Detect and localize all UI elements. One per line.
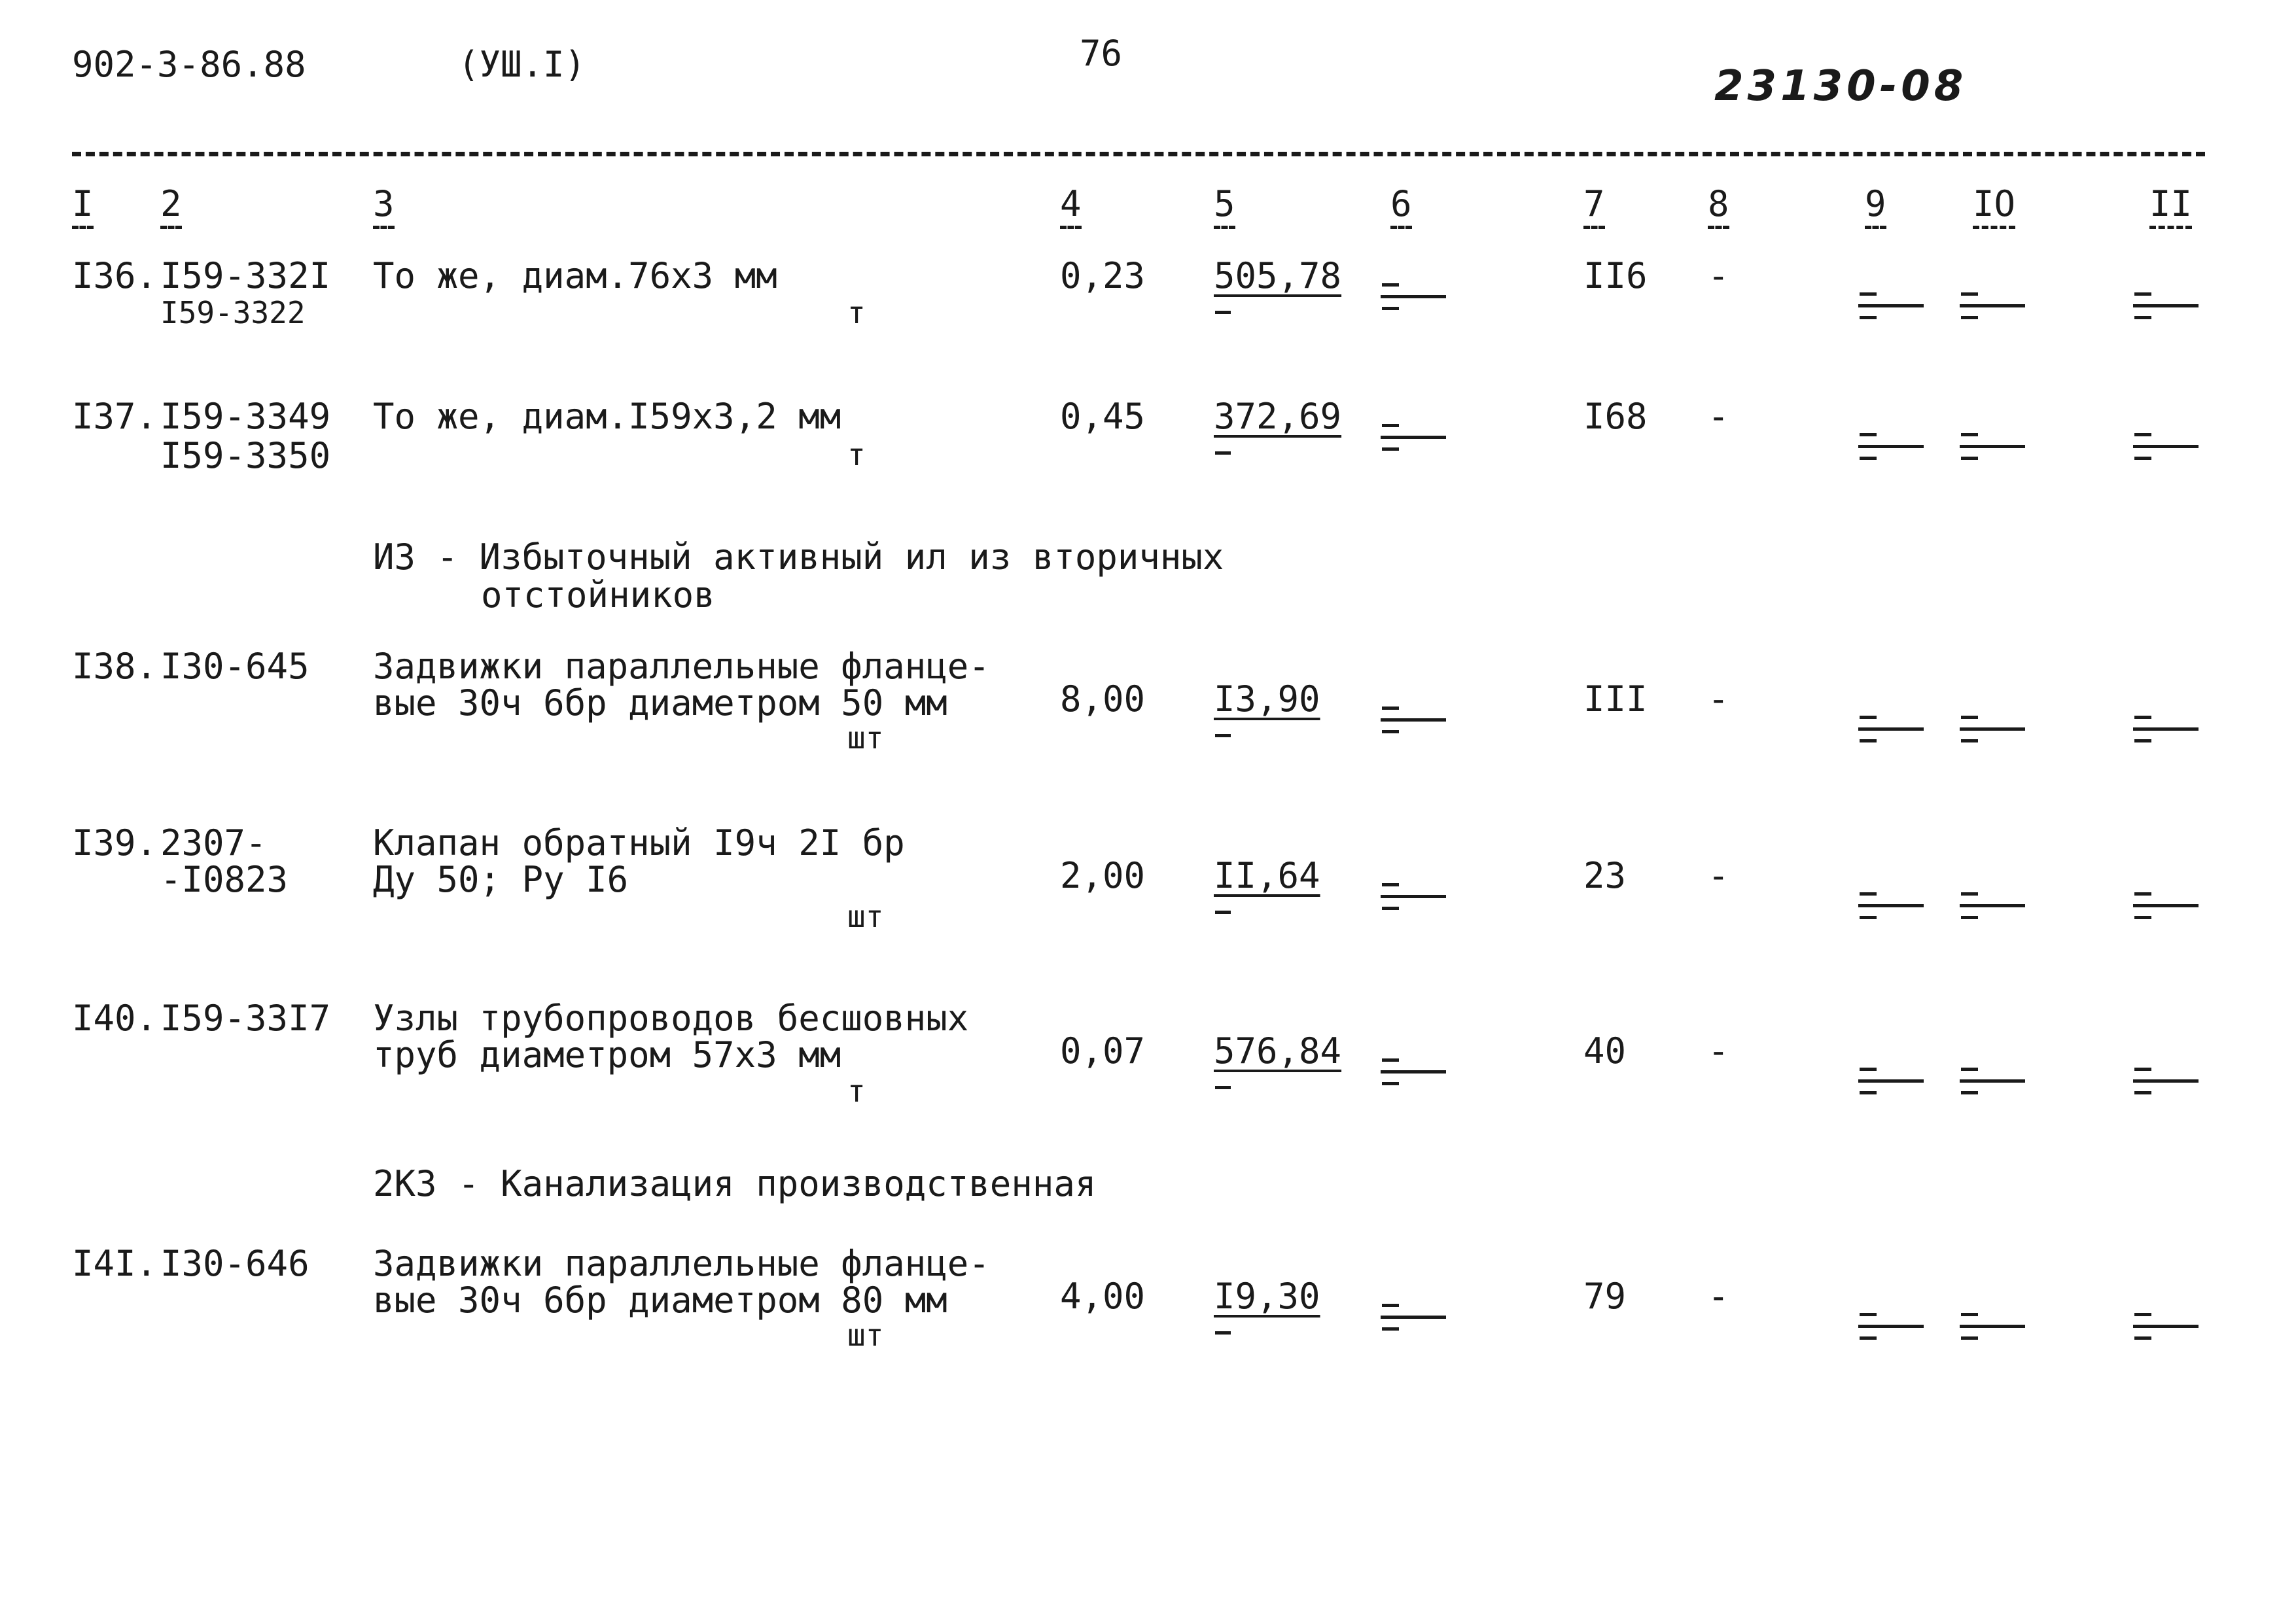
row-col7: 79 — [1583, 1276, 1627, 1317]
column-header: 4 — [1060, 186, 1082, 229]
row-price: 576,84 — [1214, 1030, 1342, 1072]
row-unit: шт — [847, 899, 884, 934]
header-rule — [72, 152, 2205, 156]
column-header: 5 — [1214, 186, 1235, 229]
row-position: I40. — [72, 998, 158, 1039]
column-header: 3 — [373, 186, 395, 229]
row-code-secondary: I59-3322 — [160, 295, 306, 330]
row-col7: III — [1583, 678, 1648, 720]
row-col8: - — [1708, 255, 1729, 296]
column-header: 7 — [1583, 186, 1605, 229]
row-description-continued: Ду 50; Ру I6 — [373, 859, 629, 900]
row-description: То же, диам.I59х3,2 мм — [373, 396, 841, 437]
column-header: 2 — [160, 186, 182, 229]
inventory-stamp: 23130-08 — [1714, 62, 1968, 111]
row-col8: - — [1708, 1030, 1729, 1072]
row-code: I59-332I — [160, 255, 331, 296]
row-description: Задвижки параллельные фланце- — [373, 646, 990, 687]
row-description-continued: вые 30ч 6бр диаметром 50 мм — [373, 682, 947, 724]
section-title: 2КЗ - Канализация производственная — [373, 1163, 1097, 1204]
row-quantity: 4,00 — [1060, 1276, 1146, 1317]
column-header: 9 — [1865, 186, 1886, 229]
row-col7: I68 — [1583, 396, 1648, 437]
row-unit: шт — [847, 720, 884, 756]
row-description: Узлы трубопроводов бесшовных — [373, 998, 969, 1039]
row-quantity: 2,00 — [1060, 855, 1146, 896]
row-price: 372,69 — [1214, 396, 1342, 437]
row-col8: - — [1708, 678, 1729, 720]
row-unit: т — [847, 295, 866, 330]
row-quantity: 0,45 — [1060, 396, 1146, 437]
row-description-continued: труб диаметром 57х3 мм — [373, 1034, 841, 1075]
section-title-continued: отстойников — [481, 574, 715, 616]
row-unit: т — [847, 1073, 866, 1109]
page-number: 76 — [1080, 33, 1123, 74]
row-position: I36. — [72, 255, 158, 296]
column-header: 8 — [1708, 186, 1729, 229]
row-col8: - — [1708, 855, 1729, 896]
row-col7: 40 — [1583, 1030, 1627, 1072]
row-quantity: 0,23 — [1060, 255, 1146, 296]
row-unit: т — [847, 437, 866, 472]
row-description: Клапан обратный I9ч 2I бр — [373, 822, 905, 864]
row-description: То же, диам.76х3 мм — [373, 255, 777, 296]
row-code-secondary: -I0823 — [160, 859, 289, 900]
row-description-continued: вые 30ч 6бр диаметром 80 мм — [373, 1280, 947, 1321]
row-col7: 23 — [1583, 855, 1627, 896]
album-label: (УШ.I) — [458, 44, 586, 85]
row-col8: - — [1708, 396, 1729, 437]
section-title: ИЗ - Избыточный активный ил из вторичных — [373, 536, 1224, 578]
column-header: I — [72, 186, 94, 229]
row-code: I59-3349 — [160, 396, 331, 437]
row-position: I37. — [72, 396, 158, 437]
row-col8: - — [1708, 1276, 1729, 1317]
row-price: 505,78 — [1214, 255, 1342, 296]
row-code-secondary: I59-3350 — [160, 435, 331, 476]
row-price: I9,30 — [1214, 1276, 1320, 1317]
row-position: I4I. — [72, 1243, 158, 1284]
row-code: 2307- — [160, 822, 267, 864]
row-quantity: 0,07 — [1060, 1030, 1146, 1072]
column-header: II — [2149, 186, 2192, 229]
document-code: 902-3-86.88 — [72, 44, 306, 85]
row-price: I3,90 — [1214, 678, 1320, 720]
row-description: Задвижки параллельные фланце- — [373, 1243, 990, 1284]
row-code: I30-645 — [160, 646, 309, 687]
row-price: II,64 — [1214, 855, 1320, 896]
row-position: I39. — [72, 822, 158, 864]
column-header: IO — [1973, 186, 2015, 229]
row-unit: шт — [847, 1318, 884, 1353]
row-code: I59-33I7 — [160, 998, 331, 1039]
row-code: I30-646 — [160, 1243, 309, 1284]
row-position: I38. — [72, 646, 158, 687]
column-header: 6 — [1390, 186, 1412, 229]
row-col7: II6 — [1583, 255, 1648, 296]
row-quantity: 8,00 — [1060, 678, 1146, 720]
